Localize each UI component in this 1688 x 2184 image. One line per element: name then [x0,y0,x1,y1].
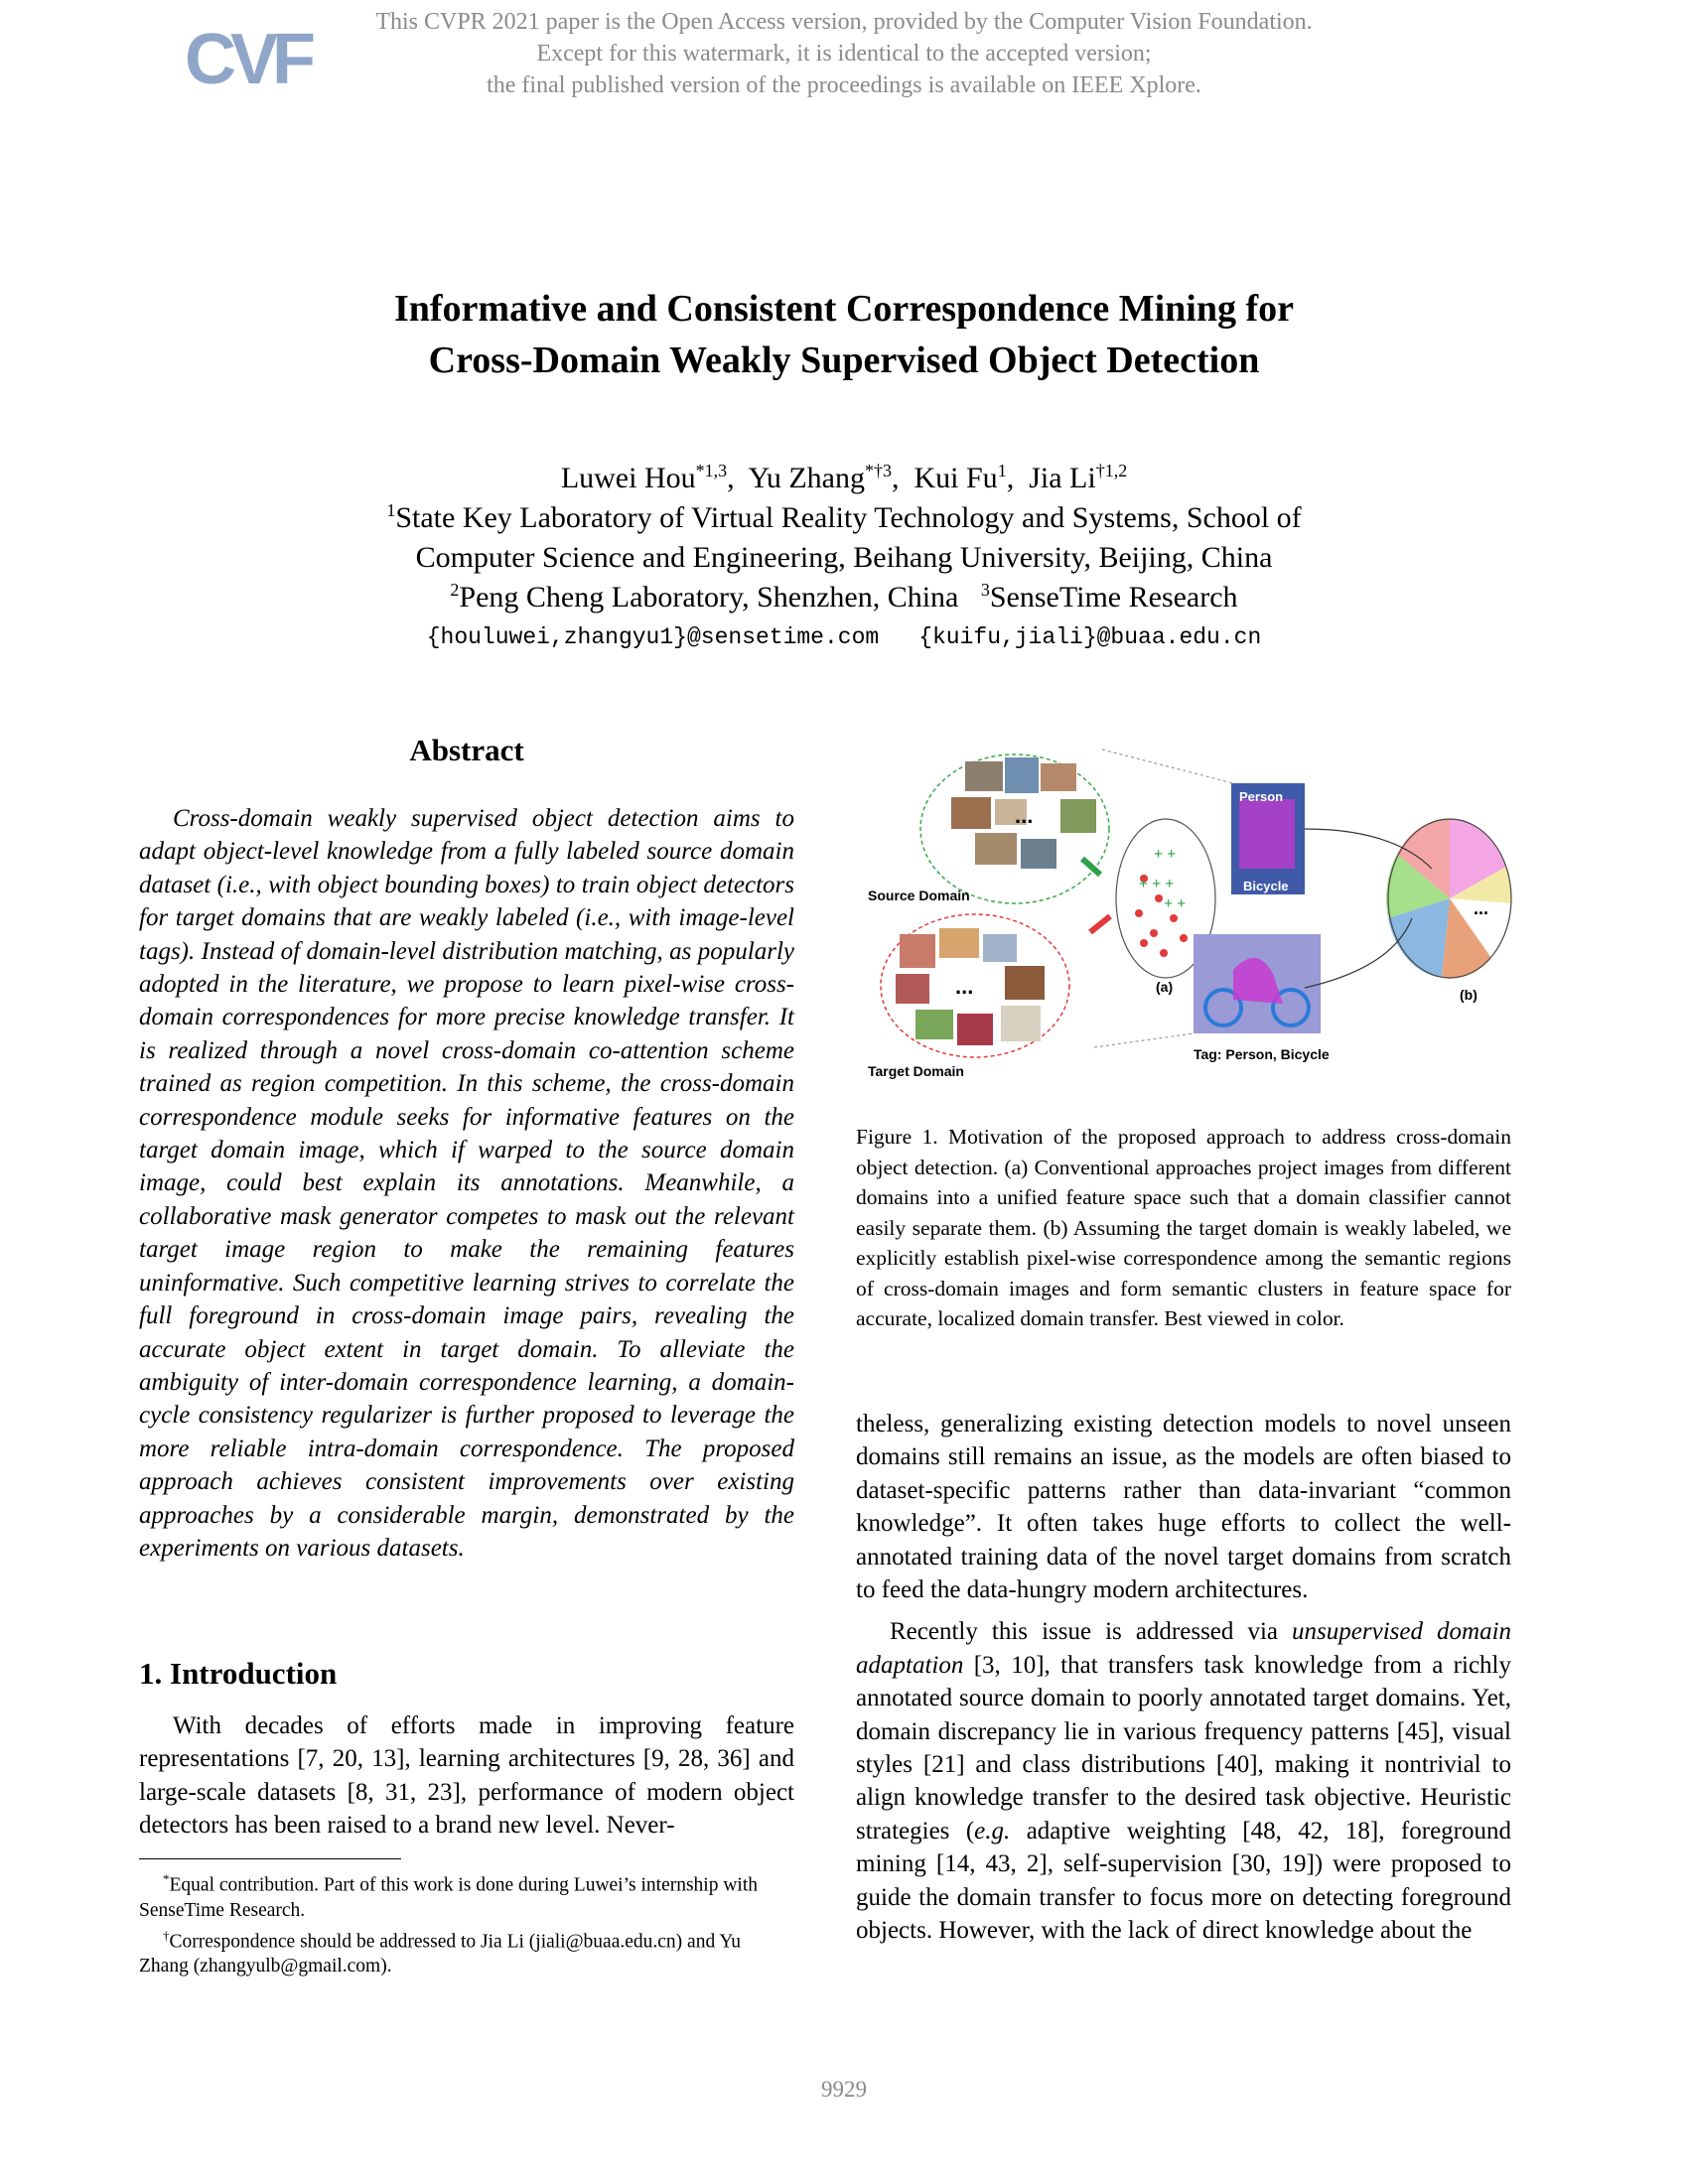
green-arrow [1082,859,1100,875]
affiliation-1: $^1$State Key Laboratory of Virtual Reality Technology and Systems, School of [386,500,1302,534]
author-emails [199,617,1489,657]
footnotes [139,1866,794,1979]
author-2: Yu Zhang [748,462,865,494]
target-domain-label: Target Domain [868,1063,964,1079]
title-line-2: Cross-Domain Weakly Supervised Object Detection [428,340,1260,381]
affiliation-1-cont: Computer Science and Engineering, Beihang University, Beijing, China [415,541,1273,574]
target-image-cyclist [1194,934,1330,1062]
author-names: Luwei Hou$^{*1,3}$, Yu Zhang$^{*\dagger 3}$, Kui Fu$^1$, Jia Li$^{\dagger 1,2}$ [560,461,1128,494]
watermark-line-1: This CVPR 2021 paper is the Open Access version, provided by the Computer Vision Foundation. [375,9,1313,35]
svg-text:+ +: + + [1154,846,1177,863]
svg-text:+ +: + + [1164,895,1187,912]
email-buaa: {kuifu,jiali}@buaa.edu.cn [918,624,1262,650]
author-4: Jia Li [1029,462,1096,494]
source-domain-label: Source Domain [868,887,970,903]
feature-space-label-a: (a) [1156,979,1174,995]
introduction-heading: 1. Introduction [139,1656,338,1691]
person-label: Person [1239,789,1284,804]
footnote-equal-contribution: *Equal contribution. Part of this work is done during Luwei’s internship with SenseTime Research. [139,1871,759,1921]
introduction-paragraph-1-cont: theless, generalizing existing detection models to novel unseen domains still remains an issue, as the models are often biased to dataset-specific patterns rather than data-invariant “common knowledge”. It often takes huge efforts to collect the well-annotated training data of the novel target domains from scratch to feed the data-hungry modern architectures. [856,1411,1511,1604]
email-sensetime: {houluwei,zhangyu1}@sensetime.com [426,624,880,650]
figure-1-diagram [856,740,1551,1097]
affiliation-2-3: $^2$Peng Cheng Laboratory, Shenzhen, China $^3$SenseTime Research [450,580,1238,614]
source-image-person-bicycle [1231,783,1305,894]
author-1: Luwei Hou [560,462,696,494]
introduction-paragraph-2: Recently this issue is addressed via unsupervised domain adaptation [3, 10], that transfers task knowledge from a richly annotated source domain to poorly annotated target domains. Yet, domain discrepancy lie in various frequency patterns [45], visual styles [21] and class distributions [40], making it nontrivial to align knowledge transfer to the desired task objective. Heuristic strategies (e.g. adaptive weighting [48, 42, 18], foreground mining [14, 43, 2], self-supervision [30, 19]) were proposed to guide the domain transfer to focus more on detecting foreground objects. However, with the lack of direct knowledge about the [856,1618,1512,1945]
abstract-heading: Abstract [409,733,524,767]
watermark-line-2: Except for this watermark, it is identical to the accepted version; [536,41,1152,67]
author-block [199,459,1489,657]
cvf-logo-text: CVF [185,20,310,99]
source-dots: ... [1015,803,1034,828]
paper-title [199,283,1489,386]
target-dots: ... [955,974,974,999]
abstract-body [139,802,794,1565]
figure-1 [856,740,1551,1097]
introduction-right-column [856,1408,1511,1948]
target-domain-cloud [881,914,1069,1057]
page-number: 9929 [821,2077,867,2102]
footnote-rule [139,1858,401,1859]
semantic-clusters [1386,819,1511,979]
svg-text:+ + +: + + + [1139,876,1175,892]
red-arrow [1090,916,1110,932]
watermark-line-3: the final published version of the proceedings is available on IEEE Xplore. [487,72,1201,98]
title-line-1: Informative and Consistent Correspondence Mining for [393,288,1294,330]
abstract-text: Cross-domain weakly supervised object detection aims to adapt object-level knowledge from a fully labeled source domain dataset (i.e., with object bounding boxes) to train object detectors for target domains that are weakly labeled (i.e., with image-level tags). Instead of domain-level distribution matching, as popularly adopted in the literature, we propose to learn pixel-wise cross-domain correspondences for more precise knowledge transfer. It is realized through a novel cross-domain co-attention scheme trained as region competition. In this scheme, the cross-domain correspondence module seeks for informative features on the target domain image, which if warped to the source domain image, could best explain its annotations. Meanwhile, a collaborative mask generator competes to mask out the relevant target image region to make the remaining features uninformative. Such competitive learning strives to correlate the full foreground in cross-domain image pairs, revealing the accurate object extent in target domain. To alleviate the ambiguity of inter-domain correspondence learning, a domain-cycle consistency regularizer is further proposed to leverage the more reliable intra-domain correspondence. The proposed approach achieves consistent improvements over existing approaches by a considerable margin, demonstrated by the experiments on various datasets. [139,805,794,1562]
author-3: Kui Fu [914,462,998,494]
tag-label: Tag: Person, Bicycle [1194,1046,1330,1062]
watermark-notice [298,6,1390,101]
cluster-label-b: (b) [1460,987,1477,1003]
figure-1-caption: Figure 1. Motivation of the proposed approach to address cross-domain object detection. (a) Conventional approaches project images from different domains into a unified feature space such that a domain classifier cannot easily separate them. (b) Assuming the target domain is weakly labeled, we explicitly establish pixel-wise correspondence among the semantic regions of cross-domain images and form semantic clusters in feature space for accurate, localized domain transfer. Best viewed in color. [856,1125,1511,1330]
cluster-dots: ... [1474,898,1489,918]
source-domain-cloud [920,754,1109,903]
bicycle-label: Bicycle [1243,879,1289,893]
footnote-correspondence: †Correspondence should be addressed to Jia Li (jiali@buaa.edu.cn) and Yu Zhang (zhangyulb@gmail.com). [139,1927,742,1977]
introduction-paragraph-1: With decades of efforts made in improving feature representations [7, 20, 13], learning architectures [9, 28, 36] and large-scale datasets [8, 31, 23], performance of modern object detectors has been raised to a brand new level. Never- [139,1712,794,1840]
cvf-logo [185,12,314,101]
introduction-body [139,1709,794,1843]
